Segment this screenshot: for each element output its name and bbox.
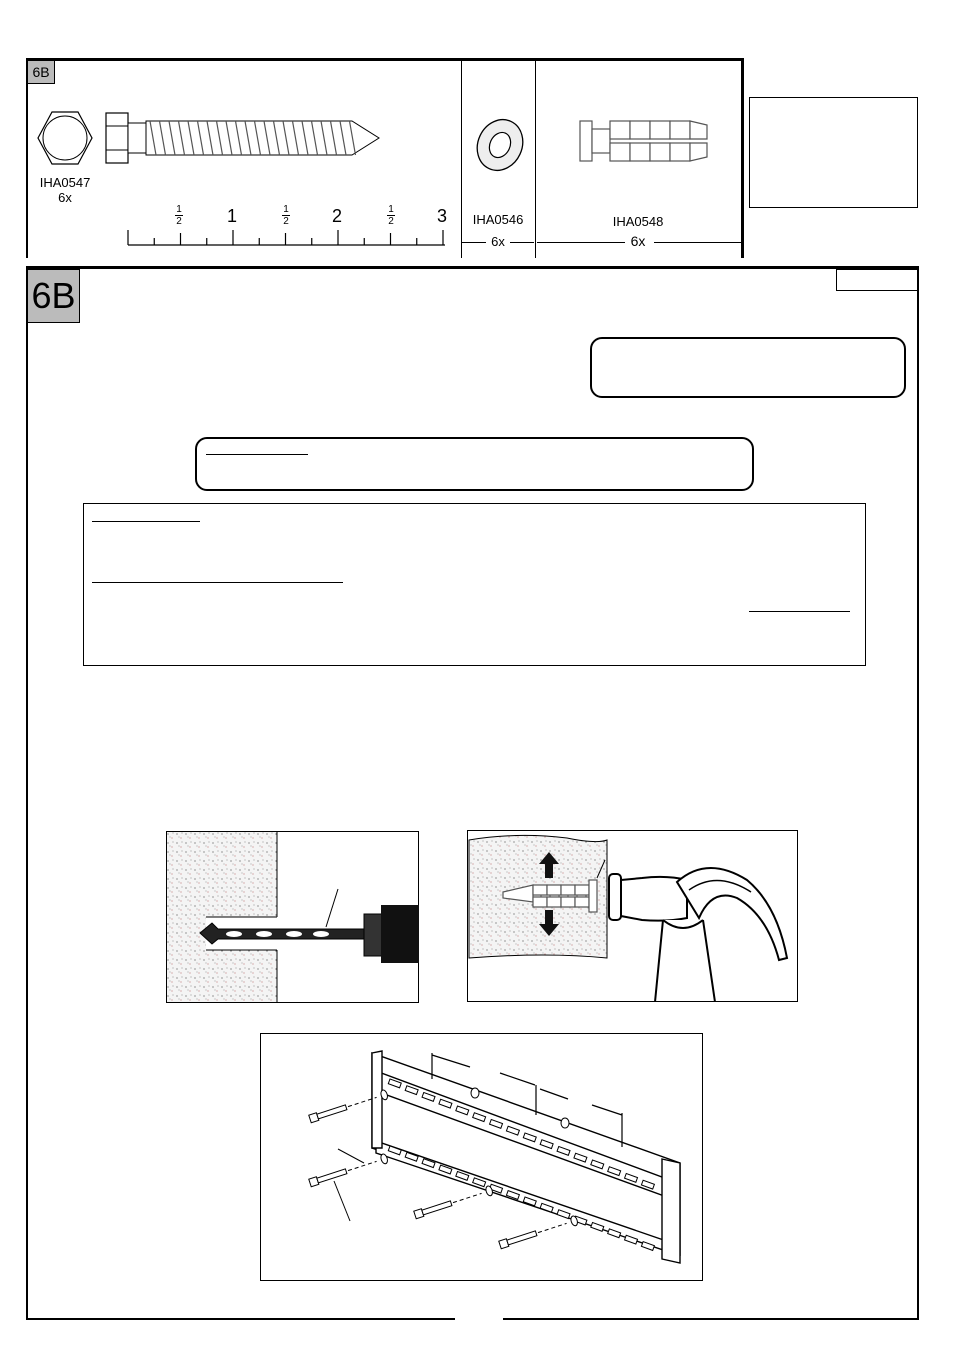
warning-emphasis-line [749,611,850,612]
caution-heading-line [206,454,308,455]
warning-box [83,503,866,666]
part-qty: 6x [630,233,646,249]
ruler-half-den: 2 [176,216,182,227]
divider [461,58,462,258]
ruler-half-num: 1 [283,204,289,215]
part-code: IHA0548 [612,214,664,229]
warning-heading-line [92,521,200,522]
divider [535,58,536,258]
qty-line [462,242,486,243]
caution-box [195,437,754,491]
note-box [749,97,918,208]
page-label-box [836,269,918,291]
ruler-half-den: 2 [388,216,394,227]
warning-subheading-line [92,582,343,583]
drill-into-concrete-illustration [166,831,419,1003]
ruler-half-den: 2 [283,216,289,227]
qty-line [510,242,534,243]
tip-box [590,337,906,398]
ruler-label-1: 1 [227,206,238,226]
washer-icon [470,115,530,175]
lag-bolt-icon [34,104,384,174]
wallplate-mounting-illustration [260,1033,703,1281]
part-qty: 6x [58,190,72,205]
ruler-half-num: 1 [176,204,182,215]
part-code: IHA0547 [39,175,91,190]
step-tag: 6B [27,269,80,323]
qty-line [537,242,625,243]
hammer-anchor-illustration [467,830,798,1002]
part-qty: 6x [491,234,505,249]
part-code: IHA0546 [472,212,524,227]
hardware-tag: 6B [27,60,55,84]
ruler-label-3: 3 [437,206,448,226]
ruler-half-num: 1 [388,204,394,215]
ruler-label-2: 2 [332,206,343,226]
wall-anchor-icon [575,117,715,165]
page-number-gap [455,1316,503,1322]
qty-line [654,242,742,243]
